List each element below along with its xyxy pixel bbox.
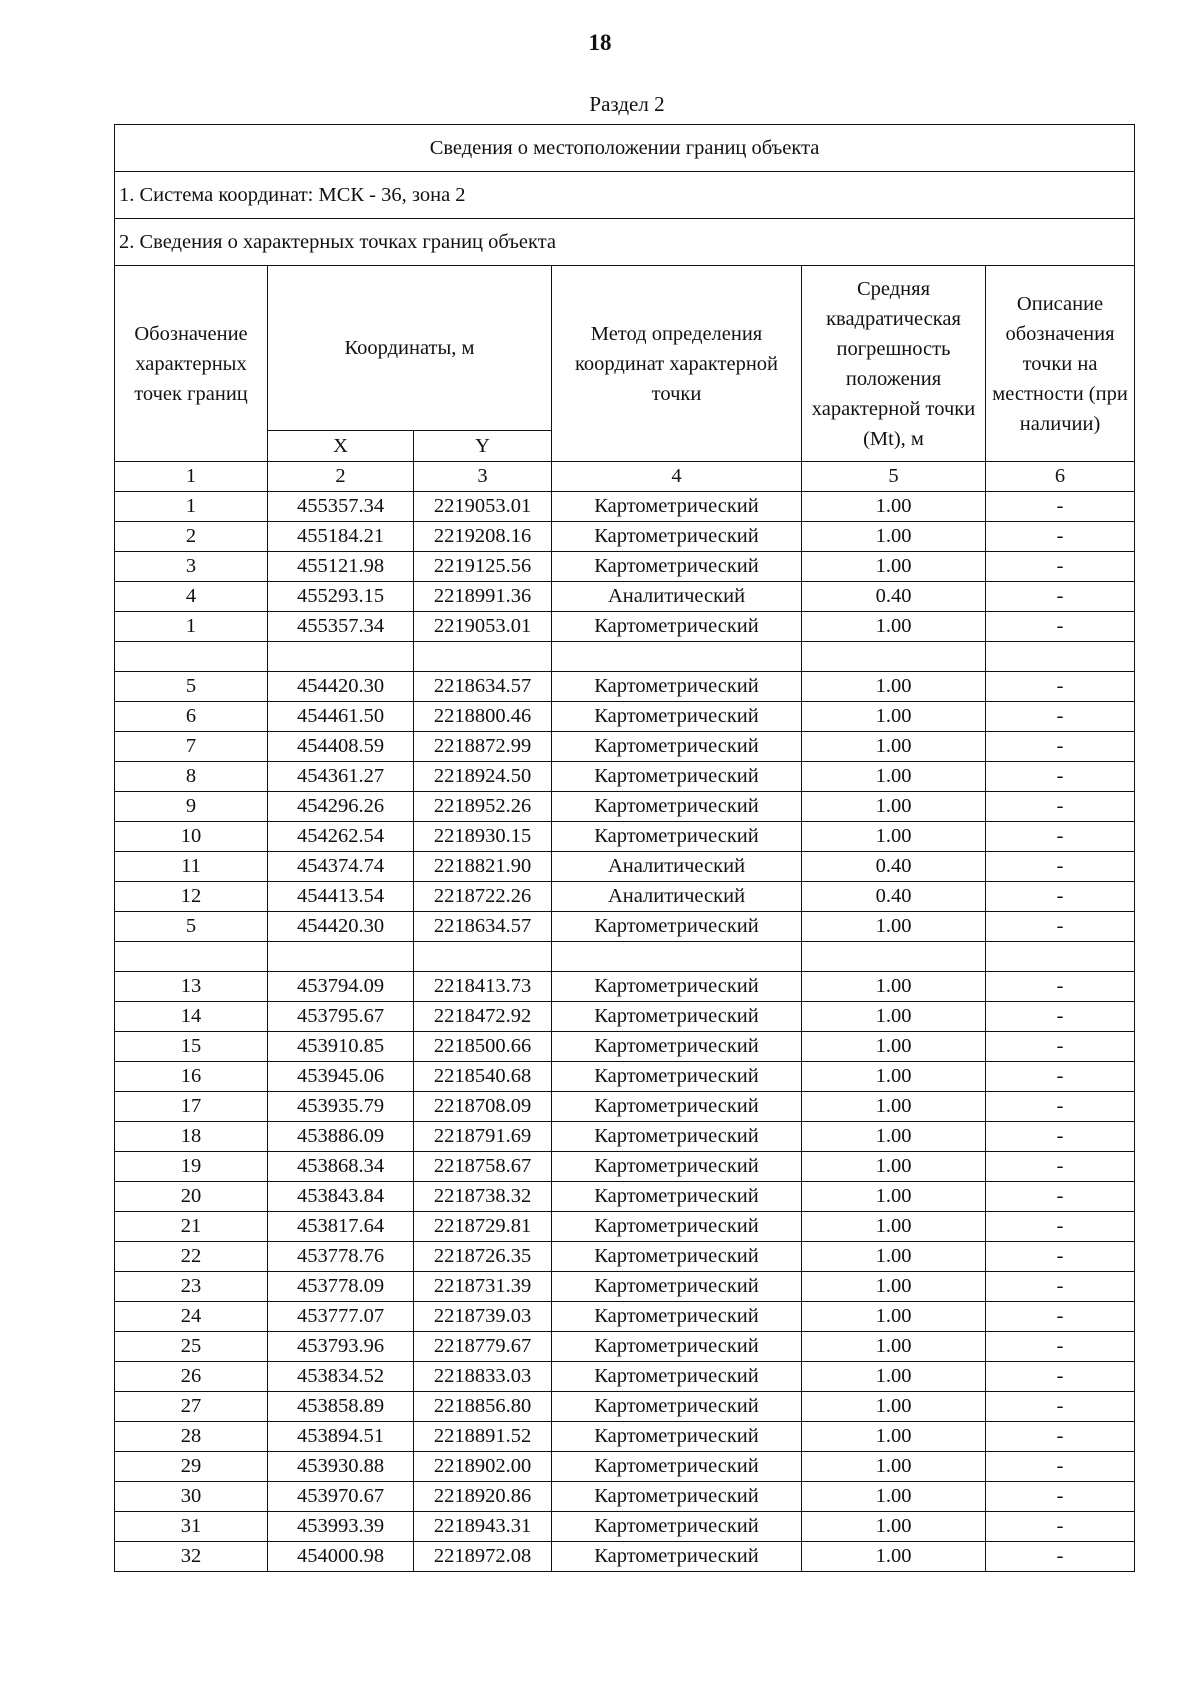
table-row bbox=[115, 1242, 1135, 1272]
table-row bbox=[115, 612, 1135, 642]
y-coordinate-cell: 2219053.01 bbox=[414, 492, 552, 522]
mean-error-cell: 1.00 bbox=[802, 762, 986, 792]
mean-error-cell: 1.00 bbox=[802, 552, 986, 582]
point-id-cell bbox=[115, 642, 268, 672]
section-label: Раздел 2 bbox=[589, 92, 665, 116]
table-row bbox=[115, 552, 1135, 582]
description-cell: - bbox=[986, 972, 1135, 1002]
point-id-cell: 21 bbox=[115, 1212, 268, 1242]
method-cell: Картометрический bbox=[552, 1092, 802, 1122]
point-id-cell bbox=[115, 942, 268, 972]
point-id-cell: 7 bbox=[115, 732, 268, 762]
description-cell: - bbox=[986, 852, 1135, 882]
table-row bbox=[115, 822, 1135, 852]
description-cell: - bbox=[986, 1062, 1135, 1092]
point-id-cell: 5 bbox=[115, 672, 268, 702]
x-coordinate-cell: 454413.54 bbox=[268, 882, 414, 912]
table-row bbox=[115, 1092, 1135, 1122]
y-coordinate-cell: 2219125.56 bbox=[414, 552, 552, 582]
column-number: 1 bbox=[115, 462, 268, 492]
point-id-cell: 3 bbox=[115, 552, 268, 582]
points-heading: 2. Сведения о характерных точках границ объекта bbox=[115, 219, 1135, 266]
table-row bbox=[115, 732, 1135, 762]
description-cell: - bbox=[986, 1542, 1135, 1572]
mean-error-cell: 1.00 bbox=[802, 522, 986, 552]
method-cell: Картометрический bbox=[552, 702, 802, 732]
description-cell: - bbox=[986, 1242, 1135, 1272]
point-id-cell: 27 bbox=[115, 1392, 268, 1422]
mean-error-cell: 1.00 bbox=[802, 1152, 986, 1182]
mean-error-cell: 1.00 bbox=[802, 1452, 986, 1482]
y-coordinate-cell: 2218739.03 bbox=[414, 1302, 552, 1332]
y-coordinate-cell: 2218872.99 bbox=[414, 732, 552, 762]
header-point-designation: Обозначение характерных точек границ bbox=[115, 266, 268, 462]
point-id-cell: 26 bbox=[115, 1362, 268, 1392]
description-cell: - bbox=[986, 1212, 1135, 1242]
x-coordinate-cell: 455293.15 bbox=[268, 582, 414, 612]
table-row bbox=[115, 1152, 1135, 1182]
x-coordinate-cell: 453817.64 bbox=[268, 1212, 414, 1242]
mean-error-cell: 1.00 bbox=[802, 672, 986, 702]
mean-error-cell: 1.00 bbox=[802, 1182, 986, 1212]
method-cell: Картометрический bbox=[552, 1542, 802, 1572]
mean-error-cell: 1.00 bbox=[802, 1002, 986, 1032]
table-row bbox=[115, 1362, 1135, 1392]
x-coordinate-cell: 453834.52 bbox=[268, 1362, 414, 1392]
x-coordinate-cell: 455357.34 bbox=[268, 492, 414, 522]
header-x: X bbox=[268, 431, 414, 462]
x-coordinate-cell: 453945.06 bbox=[268, 1062, 414, 1092]
y-coordinate-cell: 2218731.39 bbox=[414, 1272, 552, 1302]
mean-error-cell: 0.40 bbox=[802, 882, 986, 912]
y-coordinate-cell: 2218952.26 bbox=[414, 792, 552, 822]
table-row bbox=[115, 1002, 1135, 1032]
description-cell: - bbox=[986, 1152, 1135, 1182]
table-row bbox=[115, 1482, 1135, 1512]
method-cell: Картометрический bbox=[552, 1392, 802, 1422]
method-cell: Картометрический bbox=[552, 1422, 802, 1452]
point-id-cell: 28 bbox=[115, 1422, 268, 1452]
y-coordinate-cell: 2218738.32 bbox=[414, 1182, 552, 1212]
description-cell bbox=[986, 642, 1135, 672]
header-method: Метод определения координат характерной точки bbox=[552, 266, 802, 462]
column-number: 5 bbox=[802, 462, 986, 492]
method-cell: Картометрический bbox=[552, 1482, 802, 1512]
coordinate-system-row bbox=[115, 172, 1135, 219]
table-row bbox=[115, 582, 1135, 612]
y-coordinate-cell: 2218500.66 bbox=[414, 1032, 552, 1062]
column-number-row bbox=[115, 462, 1135, 492]
point-id-cell: 16 bbox=[115, 1062, 268, 1092]
y-coordinate-cell: 2218540.68 bbox=[414, 1062, 552, 1092]
x-coordinate-cell: 453795.67 bbox=[268, 1002, 414, 1032]
y-coordinate-cell: 2218800.46 bbox=[414, 702, 552, 732]
point-id-cell: 12 bbox=[115, 882, 268, 912]
x-coordinate-cell: 453935.79 bbox=[268, 1092, 414, 1122]
column-number: 2 bbox=[268, 462, 414, 492]
method-cell: Картометрический bbox=[552, 1002, 802, 1032]
table-title: Сведения о местоположении границ объекта bbox=[115, 125, 1135, 172]
point-id-cell: 32 bbox=[115, 1542, 268, 1572]
point-id-cell: 15 bbox=[115, 1032, 268, 1062]
description-cell: - bbox=[986, 552, 1135, 582]
x-coordinate-cell: 453910.85 bbox=[268, 1032, 414, 1062]
mean-error-cell: 1.00 bbox=[802, 612, 986, 642]
method-cell: Аналитический bbox=[552, 582, 802, 612]
mean-error-cell: 0.40 bbox=[802, 582, 986, 612]
point-id-cell: 30 bbox=[115, 1482, 268, 1512]
table-row bbox=[115, 852, 1135, 882]
x-coordinate-cell bbox=[268, 642, 414, 672]
table-row bbox=[115, 702, 1135, 732]
table-title-row bbox=[115, 125, 1135, 172]
description-cell: - bbox=[986, 1092, 1135, 1122]
description-cell: - bbox=[986, 522, 1135, 552]
table-row bbox=[115, 972, 1135, 1002]
separator-row bbox=[115, 942, 1135, 972]
table-row bbox=[115, 912, 1135, 942]
column-number: 3 bbox=[414, 462, 552, 492]
description-cell: - bbox=[986, 1032, 1135, 1062]
method-cell bbox=[552, 942, 802, 972]
x-coordinate-cell: 453778.76 bbox=[268, 1242, 414, 1272]
x-coordinate-cell: 453778.09 bbox=[268, 1272, 414, 1302]
mean-error-cell: 1.00 bbox=[802, 1242, 986, 1272]
table-row bbox=[115, 1032, 1135, 1062]
x-coordinate-cell: 453858.89 bbox=[268, 1392, 414, 1422]
points-heading-row bbox=[115, 219, 1135, 266]
description-cell: - bbox=[986, 792, 1135, 822]
mean-error-cell: 1.00 bbox=[802, 792, 986, 822]
point-id-cell: 1 bbox=[115, 492, 268, 522]
mean-error-cell: 1.00 bbox=[802, 912, 986, 942]
description-cell: - bbox=[986, 1482, 1135, 1512]
method-cell: Картометрический bbox=[552, 492, 802, 522]
mean-error-cell: 1.00 bbox=[802, 1542, 986, 1572]
mean-error-cell: 1.00 bbox=[802, 1212, 986, 1242]
point-id-cell: 5 bbox=[115, 912, 268, 942]
x-coordinate-cell: 454374.74 bbox=[268, 852, 414, 882]
description-cell: - bbox=[986, 1002, 1135, 1032]
y-coordinate-cell: 2218991.36 bbox=[414, 582, 552, 612]
x-coordinate-cell: 454262.54 bbox=[268, 822, 414, 852]
description-cell: - bbox=[986, 492, 1135, 522]
x-coordinate-cell: 453868.34 bbox=[268, 1152, 414, 1182]
method-cell: Картометрический bbox=[552, 1182, 802, 1212]
point-id-cell: 10 bbox=[115, 822, 268, 852]
y-coordinate-cell bbox=[414, 942, 552, 972]
table-row bbox=[115, 672, 1135, 702]
y-coordinate-cell bbox=[414, 642, 552, 672]
header-coordinates: Координаты, м bbox=[268, 266, 552, 431]
mean-error-cell: 1.00 bbox=[802, 1062, 986, 1092]
point-id-cell: 31 bbox=[115, 1512, 268, 1542]
table-row bbox=[115, 1062, 1135, 1092]
description-cell bbox=[986, 942, 1135, 972]
point-id-cell: 20 bbox=[115, 1182, 268, 1212]
point-id-cell: 1 bbox=[115, 612, 268, 642]
method-cell: Картометрический bbox=[552, 552, 802, 582]
table-row bbox=[115, 1392, 1135, 1422]
method-cell: Картометрический bbox=[552, 822, 802, 852]
method-cell: Картометрический bbox=[552, 522, 802, 552]
description-cell: - bbox=[986, 1182, 1135, 1212]
y-coordinate-cell: 2218972.08 bbox=[414, 1542, 552, 1572]
point-id-cell: 19 bbox=[115, 1152, 268, 1182]
method-cell: Картометрический bbox=[552, 1062, 802, 1092]
method-cell bbox=[552, 642, 802, 672]
method-cell: Аналитический bbox=[552, 852, 802, 882]
x-coordinate-cell: 454420.30 bbox=[268, 912, 414, 942]
y-coordinate-cell: 2218758.67 bbox=[414, 1152, 552, 1182]
method-cell: Картометрический bbox=[552, 1032, 802, 1062]
y-coordinate-cell: 2218791.69 bbox=[414, 1122, 552, 1152]
table-row bbox=[115, 1452, 1135, 1482]
x-coordinate-cell: 453777.07 bbox=[268, 1302, 414, 1332]
x-coordinate-cell bbox=[268, 942, 414, 972]
x-coordinate-cell: 454420.30 bbox=[268, 672, 414, 702]
description-cell: - bbox=[986, 1392, 1135, 1422]
method-cell: Картометрический bbox=[552, 1452, 802, 1482]
coordinate-system: 1. Система координат: МСК - 36, зона 2 bbox=[115, 172, 1135, 219]
y-coordinate-cell: 2218902.00 bbox=[414, 1452, 552, 1482]
x-coordinate-cell: 453894.51 bbox=[268, 1422, 414, 1452]
description-cell: - bbox=[986, 1362, 1135, 1392]
point-id-cell: 11 bbox=[115, 852, 268, 882]
page-number: 18 bbox=[588, 30, 612, 55]
y-coordinate-cell: 2218833.03 bbox=[414, 1362, 552, 1392]
y-coordinate-cell: 2218726.35 bbox=[414, 1242, 552, 1272]
x-coordinate-cell: 453794.09 bbox=[268, 972, 414, 1002]
point-id-cell: 18 bbox=[115, 1122, 268, 1152]
y-coordinate-cell: 2218920.86 bbox=[414, 1482, 552, 1512]
method-cell: Картометрический bbox=[552, 1212, 802, 1242]
y-coordinate-cell: 2218856.80 bbox=[414, 1392, 552, 1422]
x-coordinate-cell: 453886.09 bbox=[268, 1122, 414, 1152]
column-number: 4 bbox=[552, 462, 802, 492]
point-id-cell: 2 bbox=[115, 522, 268, 552]
y-coordinate-cell: 2219208.16 bbox=[414, 522, 552, 552]
point-id-cell: 25 bbox=[115, 1332, 268, 1362]
table-row bbox=[115, 492, 1135, 522]
y-coordinate-cell: 2218930.15 bbox=[414, 822, 552, 852]
point-id-cell: 13 bbox=[115, 972, 268, 1002]
description-cell: - bbox=[986, 732, 1135, 762]
x-coordinate-cell: 454000.98 bbox=[268, 1542, 414, 1572]
mean-error-cell: 1.00 bbox=[802, 1392, 986, 1422]
description-cell: - bbox=[986, 612, 1135, 642]
method-cell: Картометрический bbox=[552, 612, 802, 642]
y-coordinate-cell: 2218634.57 bbox=[414, 912, 552, 942]
table-row bbox=[115, 1122, 1135, 1152]
description-cell: - bbox=[986, 1512, 1135, 1542]
table-row bbox=[115, 522, 1135, 552]
table-row bbox=[115, 1212, 1135, 1242]
description-cell: - bbox=[986, 912, 1135, 942]
description-cell: - bbox=[986, 1272, 1135, 1302]
description-cell: - bbox=[986, 672, 1135, 702]
table-row bbox=[115, 1332, 1135, 1362]
point-id-cell: 24 bbox=[115, 1302, 268, 1332]
mean-error-cell: 1.00 bbox=[802, 1332, 986, 1362]
method-cell: Картометрический bbox=[552, 732, 802, 762]
point-id-cell: 9 bbox=[115, 792, 268, 822]
point-id-cell: 17 bbox=[115, 1092, 268, 1122]
x-coordinate-cell: 453793.96 bbox=[268, 1332, 414, 1362]
table-row bbox=[115, 1542, 1135, 1572]
column-header-row bbox=[115, 266, 1135, 431]
x-coordinate-cell: 455184.21 bbox=[268, 522, 414, 552]
y-coordinate-cell: 2218821.90 bbox=[414, 852, 552, 882]
description-cell: - bbox=[986, 822, 1135, 852]
description-cell: - bbox=[986, 1302, 1135, 1332]
x-coordinate-cell: 453930.88 bbox=[268, 1452, 414, 1482]
table-row bbox=[115, 762, 1135, 792]
method-cell: Картометрический bbox=[552, 1272, 802, 1302]
mean-error-cell: 1.00 bbox=[802, 732, 986, 762]
y-coordinate-cell: 2219053.01 bbox=[414, 612, 552, 642]
point-id-cell: 6 bbox=[115, 702, 268, 732]
header-description: Описание обозначения точки на местности (при наличии) bbox=[986, 266, 1135, 462]
table-row bbox=[115, 882, 1135, 912]
x-coordinate-cell: 454461.50 bbox=[268, 702, 414, 732]
method-cell: Картометрический bbox=[552, 1332, 802, 1362]
point-id-cell: 8 bbox=[115, 762, 268, 792]
mean-error-cell: 0.40 bbox=[802, 852, 986, 882]
method-cell: Картометрический bbox=[552, 1242, 802, 1272]
mean-error-cell: 1.00 bbox=[802, 1422, 986, 1452]
mean-error-cell: 1.00 bbox=[802, 972, 986, 1002]
mean-error-cell bbox=[802, 642, 986, 672]
y-coordinate-cell: 2218708.09 bbox=[414, 1092, 552, 1122]
y-coordinate-cell: 2218891.52 bbox=[414, 1422, 552, 1452]
x-coordinate-cell: 453993.39 bbox=[268, 1512, 414, 1542]
point-id-cell: 4 bbox=[115, 582, 268, 612]
table-row bbox=[115, 1272, 1135, 1302]
description-cell: - bbox=[986, 1452, 1135, 1482]
x-coordinate-cell: 453970.67 bbox=[268, 1482, 414, 1512]
x-coordinate-cell: 453843.84 bbox=[268, 1182, 414, 1212]
method-cell: Картометрический bbox=[552, 762, 802, 792]
separator-row bbox=[115, 642, 1135, 672]
mean-error-cell: 1.00 bbox=[802, 822, 986, 852]
method-cell: Картометрический bbox=[552, 672, 802, 702]
x-coordinate-cell: 454361.27 bbox=[268, 762, 414, 792]
y-coordinate-cell: 2218924.50 bbox=[414, 762, 552, 792]
point-id-cell: 14 bbox=[115, 1002, 268, 1032]
y-coordinate-cell: 2218729.81 bbox=[414, 1212, 552, 1242]
point-id-cell: 22 bbox=[115, 1242, 268, 1272]
y-coordinate-cell: 2218779.67 bbox=[414, 1332, 552, 1362]
point-id-cell: 23 bbox=[115, 1272, 268, 1302]
y-coordinate-cell: 2218413.73 bbox=[414, 972, 552, 1002]
header-y: Y bbox=[414, 431, 552, 462]
description-cell: - bbox=[986, 1122, 1135, 1152]
description-cell: - bbox=[986, 582, 1135, 612]
y-coordinate-cell: 2218472.92 bbox=[414, 1002, 552, 1032]
method-cell: Аналитический bbox=[552, 882, 802, 912]
column-number: 6 bbox=[986, 462, 1135, 492]
mean-error-cell: 1.00 bbox=[802, 492, 986, 522]
x-coordinate-cell: 455121.98 bbox=[268, 552, 414, 582]
description-cell: - bbox=[986, 1332, 1135, 1362]
table-row bbox=[115, 792, 1135, 822]
boundary-points-table bbox=[114, 124, 1135, 1572]
mean-error-cell: 1.00 bbox=[802, 1362, 986, 1392]
table-row bbox=[115, 1422, 1135, 1452]
description-cell: - bbox=[986, 882, 1135, 912]
x-coordinate-cell: 454296.26 bbox=[268, 792, 414, 822]
table-row bbox=[115, 1512, 1135, 1542]
method-cell: Картометрический bbox=[552, 1302, 802, 1332]
mean-error-cell: 1.00 bbox=[802, 1122, 986, 1152]
method-cell: Картометрический bbox=[552, 1152, 802, 1182]
mean-error-cell: 1.00 bbox=[802, 1302, 986, 1332]
mean-error-cell: 1.00 bbox=[802, 1092, 986, 1122]
table-row bbox=[115, 1182, 1135, 1212]
mean-error-cell: 1.00 bbox=[802, 702, 986, 732]
y-coordinate-cell: 2218634.57 bbox=[414, 672, 552, 702]
method-cell: Картометрический bbox=[552, 1362, 802, 1392]
method-cell: Картометрический bbox=[552, 912, 802, 942]
mean-error-cell: 1.00 bbox=[802, 1032, 986, 1062]
mean-error-cell bbox=[802, 942, 986, 972]
description-cell: - bbox=[986, 702, 1135, 732]
table-row bbox=[115, 1302, 1135, 1332]
x-coordinate-cell: 454408.59 bbox=[268, 732, 414, 762]
x-coordinate-cell: 455357.34 bbox=[268, 612, 414, 642]
y-coordinate-cell: 2218722.26 bbox=[414, 882, 552, 912]
description-cell: - bbox=[986, 762, 1135, 792]
method-cell: Картометрический bbox=[552, 792, 802, 822]
point-id-cell: 29 bbox=[115, 1452, 268, 1482]
method-cell: Картометрический bbox=[552, 972, 802, 1002]
description-cell: - bbox=[986, 1422, 1135, 1452]
y-coordinate-cell: 2218943.31 bbox=[414, 1512, 552, 1542]
mean-error-cell: 1.00 bbox=[802, 1272, 986, 1302]
method-cell: Картометрический bbox=[552, 1122, 802, 1152]
mean-error-cell: 1.00 bbox=[802, 1482, 986, 1512]
method-cell: Картометрический bbox=[552, 1512, 802, 1542]
mean-error-cell: 1.00 bbox=[802, 1512, 986, 1542]
header-mean-error: Средняя квадратическая погрешность положения характерной точки (Mt), м bbox=[802, 266, 986, 462]
